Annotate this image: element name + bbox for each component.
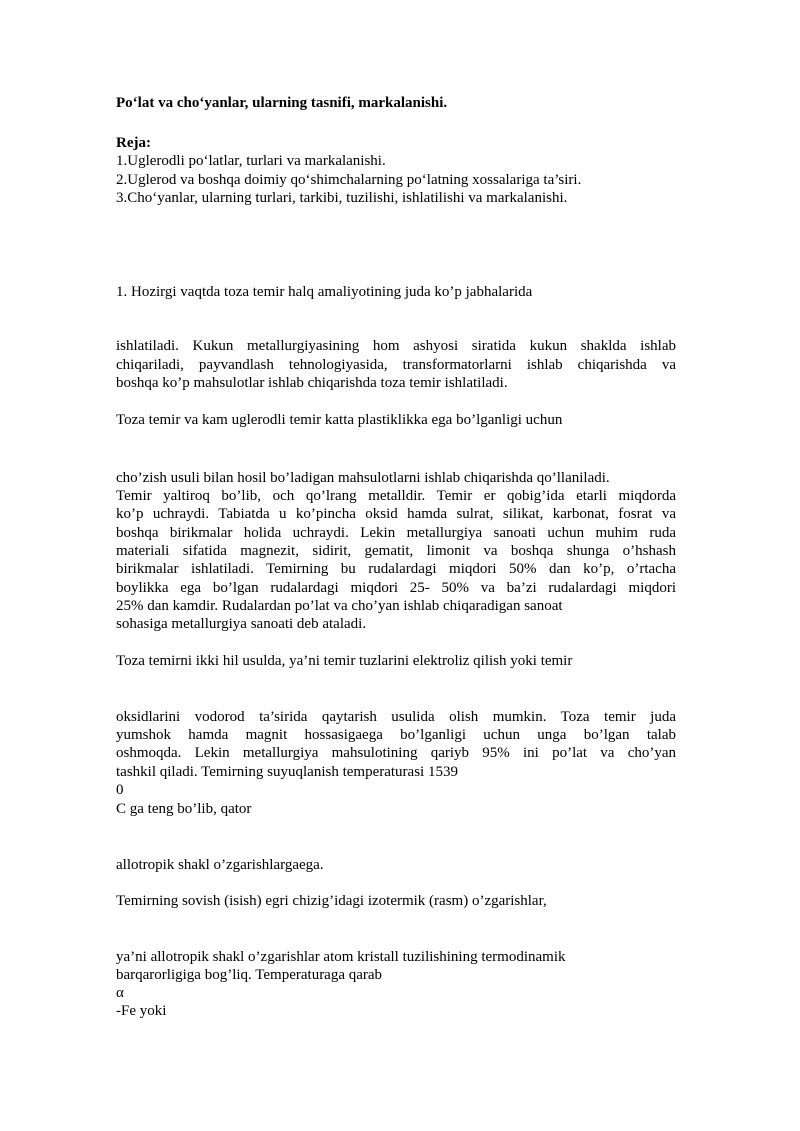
alpha-symbol: α: [116, 985, 124, 1001]
paragraph-line: tashkil qiladi. Temirning suyuqlanish temperaturasi 1539: [116, 764, 458, 780]
paragraph-line: chiqariladi, payvandlash tehnologiyasida, transformatorlarni ishlab chiqarishda va: [116, 357, 676, 373]
paragraph-line: oksidlarini vodorod ta’sirida qaytarish usulida olish mumkin. Toza temir juda: [116, 709, 676, 725]
paragraph-line: 25% dan kamdir. Rudalardan po’lat va cho’yan ishlab chiqaradigan sanoat: [116, 598, 563, 614]
paragraph-line: materiali sifatida magnezit, sidirit, gematit, limonit va boshqa shunga o’hshash: [116, 543, 676, 559]
paragraph-line: -Fe yoki: [116, 1003, 167, 1019]
paragraph-line: Toza temirni ikki hil usulda, ya’ni temir tuzlarini elektroliz qilish yoki temir: [116, 653, 573, 669]
paragraph-line: barqarorligiga bog’liq. Temperaturaga qarab: [116, 967, 383, 983]
paragraph-line: sohasiga metallurgiya sanoati deb ataladi.: [116, 616, 367, 632]
paragraph-line: allotropik shakl o’zgarishlargaega.: [116, 857, 324, 873]
paragraph-line: boshqa birikmalar holida uchraydi. Lekin metallurgiya sanoati uchun muhim ruda: [116, 525, 676, 541]
paragraph-line: Temir yaltiroq bo’lib, och qo’lrang metalldir. Temir er qobig’ida etarli miqdorda: [116, 488, 676, 504]
paragraph-line: cho’zish usuli bilan hosil bo’ladigan mahsulotlarni ishlab chiqarishda qo’llaniladi.: [116, 470, 610, 486]
paragraph-line: ko’p uchraydi. Tabiatda u ko’pincha oksid hamda sulrat, silikat, karbonat, fosrat va: [116, 506, 676, 522]
paragraph-line: boylikka ega bo’lgan rudalardagi miqdori 25- 50% va ba’zi rudalardagi miqdori: [116, 580, 676, 596]
paragraph-line: Toza temir va kam uglerodli temir katta plastiklikka ega bo’lganligi uchun: [116, 412, 563, 428]
plan-item: 1.Uglerodli po‘latlar, turlari va markalanishi.: [116, 153, 386, 169]
paragraph-line: 1. Hozirgi vaqtda toza temir halq amaliyotining juda ko’p jabhalarida: [116, 284, 533, 300]
paragraph-line: ya’ni allotropik shakl o’zgarishlar atom kristall tuzilishining termodinamik: [116, 949, 566, 965]
plan-item: 2.Uglerod va boshqa doimiy qo‘shimchalarning po‘latning xossalariga ta’siri.: [116, 172, 582, 188]
paragraph-line: yumshok hamda magnit hossasigaega bo’lganligi uchun unga bo’lgan talab: [116, 727, 676, 743]
superscript-zero: 0: [116, 782, 124, 798]
paragraph-line: ishlatiladi. Kukun metallurgiyasining hom ashyosi siratida kukun shaklda ishlab: [116, 338, 676, 354]
paragraph-line: C ga teng bo’lib, qator: [116, 801, 252, 817]
document-title: Po‘lat va cho‘yanlar, ularning tasnifi, markalanishi.: [116, 95, 448, 111]
plan-heading: Reja:: [116, 135, 151, 151]
paragraph-line: birikmalar ishlatiladi. Temirning bu rudalardagi miqdori 50% dan ko’p, o’rtacha: [116, 561, 676, 577]
plan-item: 3.Cho‘yanlar, ularning turlari, tarkibi, tuzilishi, ishlatilishi va markalanishi.: [116, 190, 568, 206]
paragraph-line: oshmoqda. Lekin metallurgiya mahsulotining qariyb 95% ini po’lat va cho’yan: [116, 745, 676, 761]
paragraph-line: boshqa ko’p mahsulotlar ishlab chiqarishda toza temir ishlatiladi.: [116, 375, 508, 391]
paragraph-line: Temirning sovish (isish) egri chizig’idagi izotermik (rasm) o’zgarishlar,: [116, 893, 547, 909]
